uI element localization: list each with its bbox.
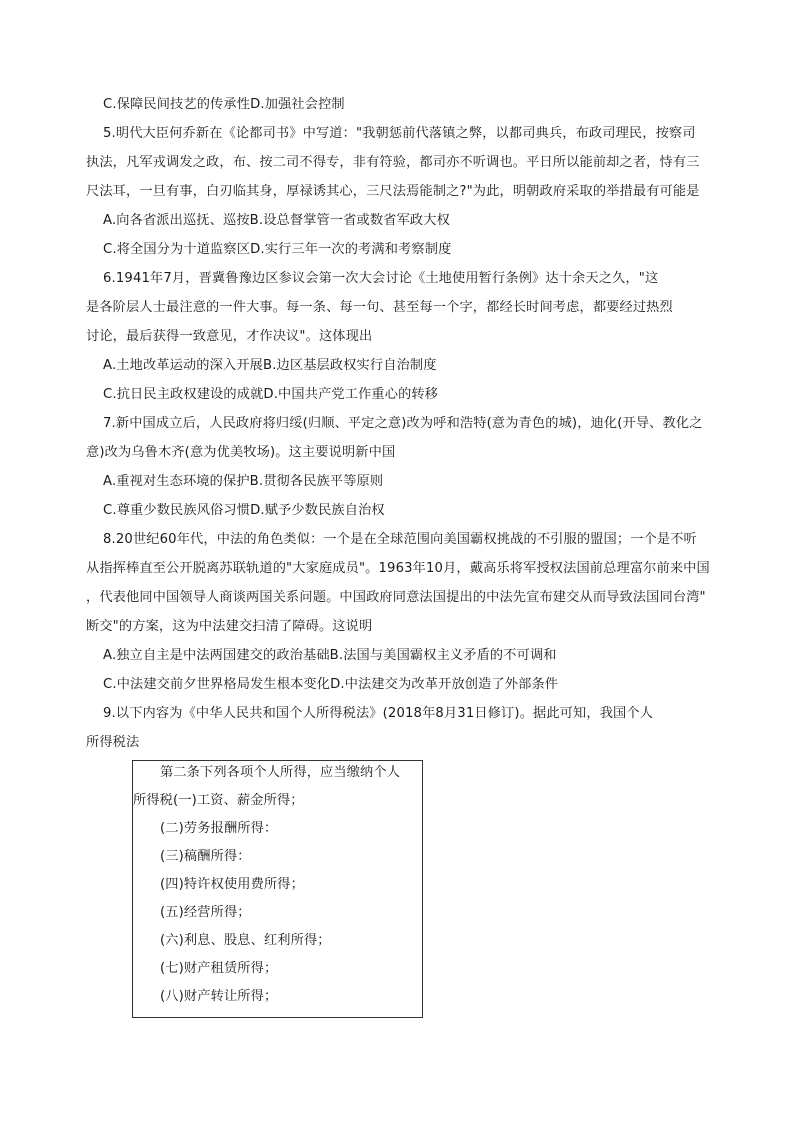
question-7-options-ab: A.重视对生态环境的保护B.贯彻各民族平等原则: [103, 474, 384, 489]
question-5-text: 5.明代大臣何乔新在《论都司书》中写道："我朝惩前代落镇之弊，以都司典兵，布政司理民，按察司: [103, 126, 696, 141]
question-6-text: 6.1941年7月，晋冀鲁豫边区参议会第一次大会讨论《土地使用暂行条例》达十余天之久，"这: [103, 271, 659, 286]
law-excerpt-line: 所得税(一)工资、薪金所得；: [133, 793, 304, 808]
question-8-options-ab: A.独立自主是中法两国建交的政治基础B.法国与美国霸权主义矛盾的不可调和: [103, 648, 557, 663]
question-9-text: 9.以下内容为《中华人民共和国个人所得税法》(2018年8月31日修订)。据此可知，我国个人: [103, 706, 654, 721]
question-8-text-cont: ，代表他同中国领导人商谈两国关系问题。中国政府同意法国提出的中法先宣布建交从而导致法国同台湾": [86, 590, 706, 605]
question-8-text: 8.20世纪60年代，中法的角色类似：一个是在全球范围向美国霸权挑战的不引服的盟国；一个是不听: [103, 532, 697, 547]
law-excerpt-line: (七)财产租赁所得；: [160, 961, 278, 976]
question-6-text-cont: 讨论，最后获得一致意见，才作决议"。这体现出: [86, 329, 373, 344]
question-6-options-cd: C.抗日民主政权建设的成就D.中国共产党工作重心的转移: [103, 387, 439, 402]
question-7-text-cont: 意)改为乌鲁木齐(意为优美牧场)。这主要说明新中国: [86, 445, 396, 460]
law-excerpt-line: (八)财产转让所得；: [160, 989, 278, 1004]
law-excerpt-line: 第二条下列各项个人所得，应当缴纳个人: [160, 765, 401, 780]
question-6-options-ab: A.土地改革运动的深入开展B.边区基层政权实行自治制度: [103, 358, 437, 373]
question-5-text-cont: 尺法耳，一旦有事，白刃临其身，厚禄诱其心，三尺法焉能制之?"为此，明朝政府采取的举措最有可能是: [86, 184, 700, 199]
law-excerpt-line: (四)特许权使用费所得；: [160, 877, 304, 892]
law-excerpt-line: (三)稿酬所得：: [160, 849, 251, 864]
question-8-text-cont: 断交"的方案，这为中法建交扫清了障碍。这说明: [86, 619, 373, 634]
question-7-text: 7.新中国成立后，人民政府将归绥(归顺、平定之意)改为呼和浩特(意为青色的城)，迪化(开导、教化之: [103, 416, 703, 431]
question-8-text-cont: 从指挥棒直至公开脱离苏联轨道的"大家庭成员"。1963年10月，戴高乐将军授权法国前总理富尔前来中国: [86, 561, 710, 576]
question-6-text-cont: 是各阶层人士最注意的一件大事。每一条、每一句、甚至每一个字，都经长时间考虑，都要经过热烈: [86, 300, 673, 315]
law-excerpt-line: (六)利息、股息、红利所得；: [160, 933, 331, 948]
question-5-options-ab: A.向各省派出巡抚、巡按B.设总督掌管一省或数省军政大权: [103, 213, 450, 228]
question-5-options-cd: C.将全国分为十道监察区D.实行三年一次的考满和考察制度: [103, 242, 452, 257]
option-line-c-d: C.保障民间技艺的传承性D.加强社会控制: [103, 97, 345, 112]
question-8-options-cd: C.中法建交前夕世界格局发生根本变化D.中法建交为改革开放创造了外部条件: [103, 677, 559, 692]
law-excerpt-box: [132, 760, 423, 1018]
question-9-text-cont: 所得税法: [86, 735, 140, 750]
law-excerpt-line: (二)劳务报酬所得：: [160, 821, 278, 836]
question-7-options-cd: C.尊重少数民族风俗习惯D.赋予少数民族自治权: [103, 503, 385, 518]
law-excerpt-line: (五)经营所得；: [160, 905, 251, 920]
question-5-text-cont: 执法，凡军戎调发之政，布、按二司不得专，非有符验，都司亦不听调也。平日所以能前却之者，恃有三: [86, 155, 700, 170]
